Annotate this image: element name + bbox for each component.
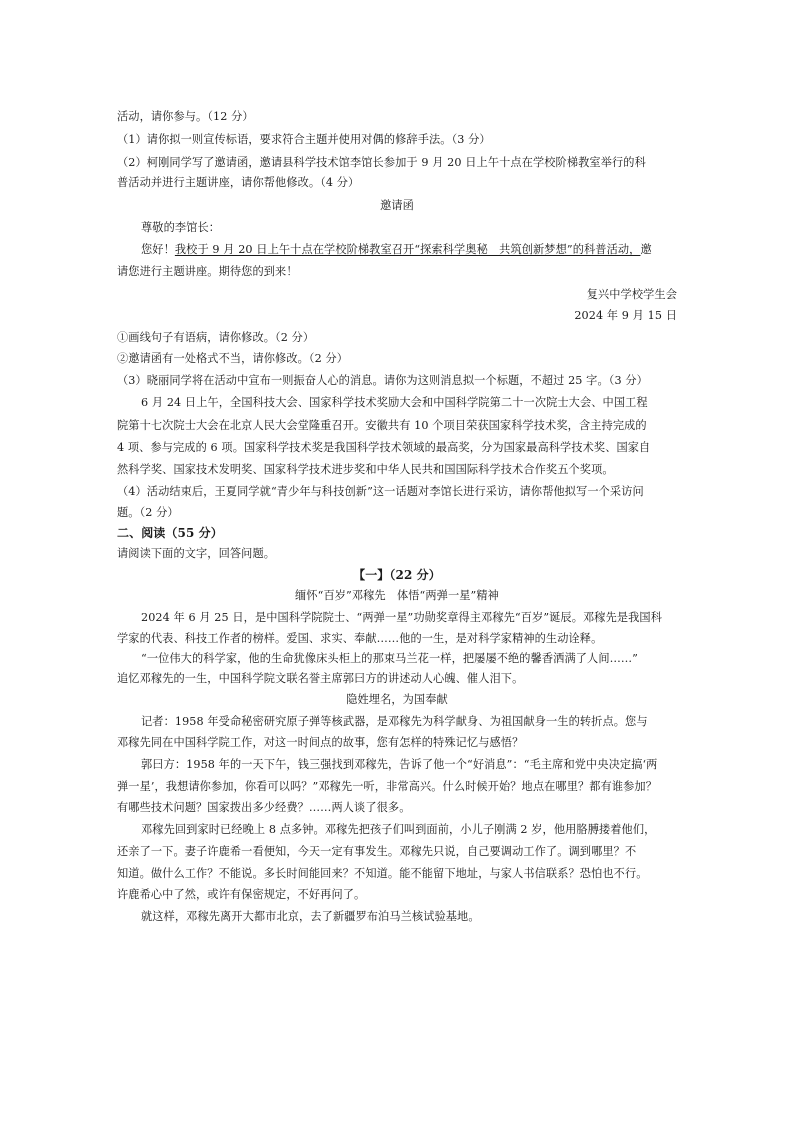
paragraph-4-line-2: 弹一星’，我想请你参加，你看可以吗？”邓稼先一听，非常高兴。什么时候开始？地点在哪里？都有谁参加？ bbox=[117, 780, 657, 793]
paragraph-2-line-1: “一位伟大的科学家，他的生命犹像床头柜上的那束马兰花一样，把屡屡不绝的馨香洒满了人间……” bbox=[141, 652, 639, 665]
paragraph-4-line-3: 有哪些技术问题？国家拨出多少经费？……两人谈了很多。 bbox=[117, 801, 411, 814]
question-2-line-1: （2）柯刚同学写了邀请函，邀请县科学技术馆李馆长参加于 9 月 20 日上午十点在学校阶梯教室举行的科 bbox=[117, 156, 646, 169]
paragraph-5-line-1: 邓稼先回到家时已经晚上 8 点多钟。邓稼先把孩子们叫到面前，小儿子刚满 2 岁，他用胳膊搂着他们， bbox=[141, 823, 656, 836]
letter-greeting: 您好！ bbox=[141, 243, 175, 256]
subheading: 隐姓埋名，为国奉献 bbox=[346, 693, 448, 706]
paragraph-5-line-2: 还亲了一下。妻子许鹿希一看便知，今天一定有事发生。邓稼先只说，自己要调动工作了。调到哪里？不 bbox=[117, 845, 637, 858]
news-line-2: 院第十七次院士大会在北京人民大会堂隆重召开。安徽共有 10 个项目荣获国家科学技术奖，含主持完成的 bbox=[117, 419, 647, 432]
paragraph-3-line-1: 记者：1958 年受命秘密研究原子弹等核武器，是邓稼先为科学献身、为祖国献身一生的转折点。您与 bbox=[141, 715, 648, 728]
letter-date: 2024 年 9 月 15 日 bbox=[574, 309, 677, 322]
letter-body-line-2: 请您进行主题讲座。期待您的到来！ bbox=[117, 265, 298, 278]
letter-title: 邀请函 bbox=[380, 199, 414, 212]
news-line-3: 4 项、参与完成的 6 项。国家科学技术奖是我国科学技术领域的最高奖，分为国家最高科学技术奖、国家自 bbox=[117, 441, 651, 454]
paragraph-1-line-1: 2024 年 6 月 25 日，是中国科学院院士、“两弹一星”功勋奖章得主邓稼先“百岁”诞辰。邓稼先是我国科 bbox=[141, 611, 663, 624]
question-4-line-1: （4）活动结束后，王夏同学就“青少年与科技创新”这一话题对李馆长进行采访，请你帮他拟写一个采访问 bbox=[117, 485, 644, 498]
paragraph-3-line-2: 邓稼先同在中国科学院工作，对这一时间点的故事，您有怎样的特殊记忆与感悟？ bbox=[117, 736, 524, 749]
part-1-title: 【一】（22 分） bbox=[353, 568, 441, 582]
question-4-line-2: 题。（2 分） bbox=[117, 506, 179, 519]
letter-salutation: 尊敬的李馆长： bbox=[141, 221, 221, 234]
question-2-sub-a: ①画线句子有语病，请你修改。（2 分） bbox=[117, 331, 315, 344]
question-1: （1）请你拟一则宣传标语，要求符合主题并使用对偶的修辞手法。（3 分） bbox=[117, 133, 491, 146]
question-2-sub-b: ②邀请函有一处格式不当，请你修改。（2 分） bbox=[117, 352, 349, 365]
question-3: （3）晓丽同学将在活动中宣布一则振奋人心的消息。请你为这则消息拟一个标题，不超过 25 字。（3 分） bbox=[117, 374, 648, 387]
paragraph-5-line-3: 知道。做什么工作？不能说。多长时间能回来？不知道。能不能留下地址，与家人书信联系？恐怕也不行。 bbox=[117, 867, 648, 880]
news-line-4: 然科学奖、国家技术发明奖、国家科学技术进步奖和中华人民共和国国际科学技术合作奖五个奖项。 bbox=[117, 463, 614, 476]
intro-text: 活动，请你参与。（12 分） bbox=[117, 110, 254, 123]
section-2-instruction: 请阅读下面的文字，回答问题。 bbox=[117, 547, 276, 560]
letter-signature: 复兴中学校学生会 bbox=[586, 288, 677, 301]
question-2-line-2: 普活动并进行主题讲座，请你帮他修改。（4 分） bbox=[117, 176, 360, 189]
paragraph-6: 就这样，邓稼先离开大都市北京，去了新疆罗布泊马兰核试验基地。 bbox=[141, 910, 480, 923]
news-line-1: 6 月 24 日上午，全国科技大会、国家科学技术奖励大会和中国科学院第二十一次院士大会、中国工程 bbox=[141, 396, 648, 409]
paragraph-4-line-1: 郭曰方：1958 年的一天下午，钱三强找到邓稼先，告诉了他一个“好消息”：“毛主席和党中央决定搞‘两 bbox=[141, 758, 658, 771]
paragraph-5-line-4: 许鹿希心中了然，或许有保密规定，不好再问了。 bbox=[117, 888, 366, 901]
section-2-title: 二、阅读（55 分） bbox=[117, 526, 223, 540]
letter-body-line-1 bbox=[141, 243, 652, 257]
paragraph-2-line-2: 追忆邓稼先的一生，中国科学院文联名誉主席郭曰方的讲述动人心魄、催人泪下。 bbox=[117, 672, 524, 685]
article-title: 缅怀“百岁”邓稼先 体悟“两弹一星”精神 bbox=[295, 589, 499, 602]
letter-body-tail: 邀 bbox=[640, 243, 652, 256]
paragraph-1-line-2: 学家的代表、科技工作者的榜样。爱国、求实、奉献……他的一生，是对科学家精神的生动诠释。 bbox=[117, 632, 603, 645]
underlined-sentence: 我校于 9 月 20 日上午十点在学校阶梯教室召开“探索科学奥秘 共筑创新梦想”的科普活动， bbox=[174, 243, 641, 256]
